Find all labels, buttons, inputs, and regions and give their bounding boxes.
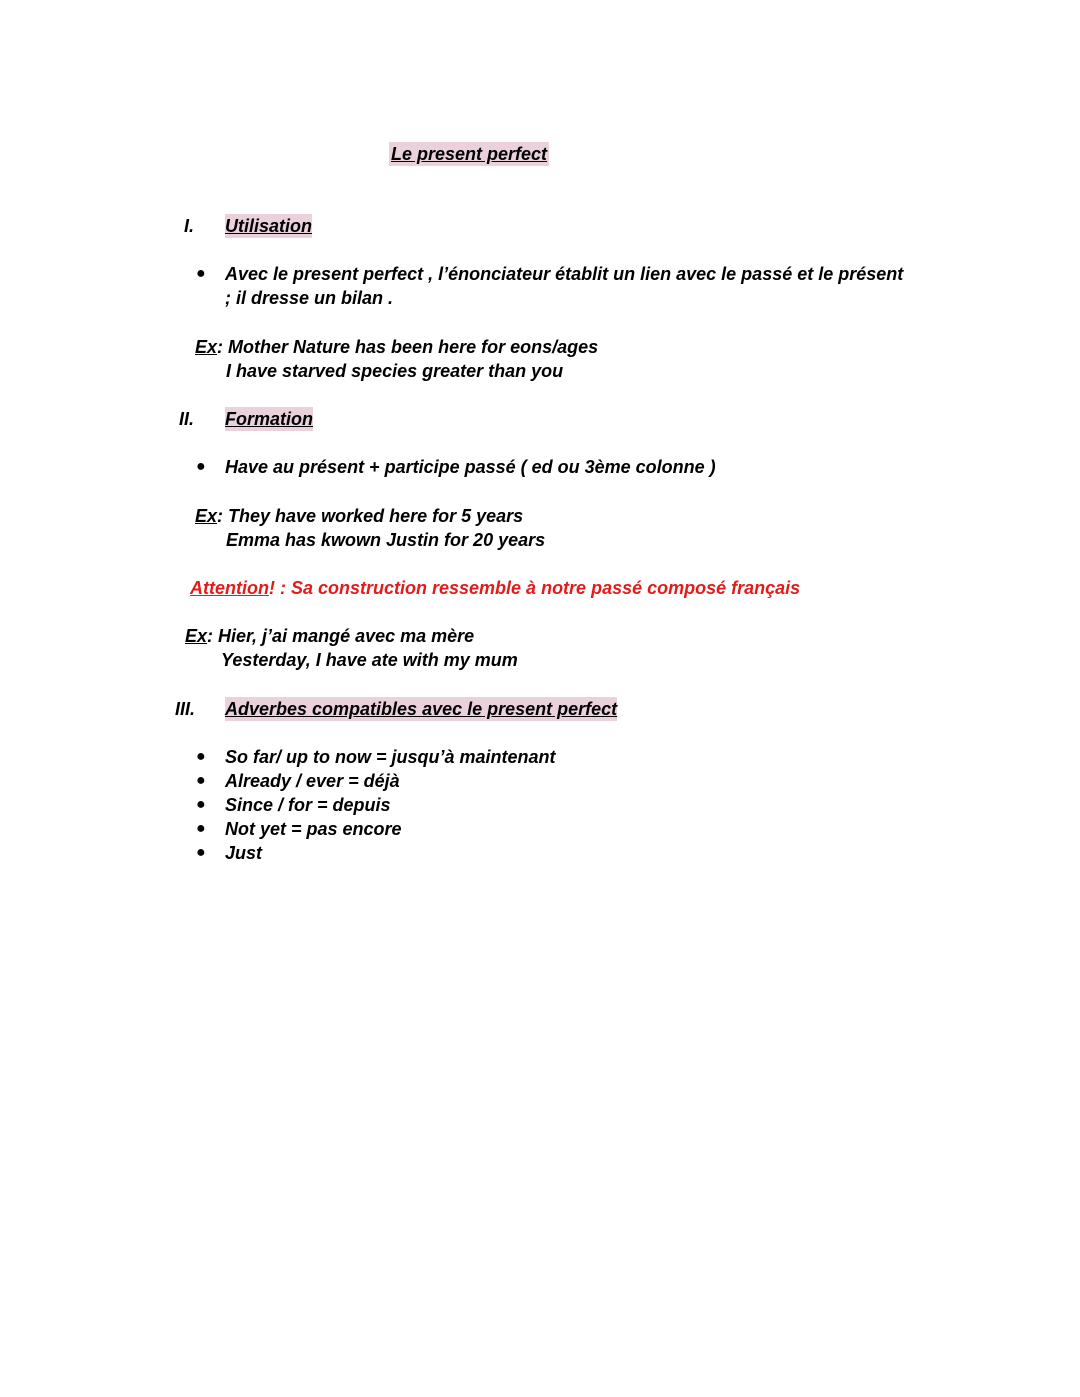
list-item: Not yet = pas encore xyxy=(225,819,402,839)
section-1-bullet-line-2: ; il dresse un bilan . xyxy=(225,288,394,308)
attention-text: ! : Sa construction ressemble à notre passé composé français xyxy=(268,578,801,598)
section-3-numeral: III. xyxy=(175,699,196,719)
section-2-example-2-line-2: Yesterday, I have ate with my mum xyxy=(221,650,518,670)
section-3-heading: Adverbes compatibles avec le present perfect xyxy=(225,699,618,719)
section-1-example xyxy=(195,335,598,359)
section-2-example xyxy=(195,504,523,528)
section-2-numeral: II. xyxy=(179,409,195,429)
example-line-1: : They have worked here for 5 years xyxy=(217,506,524,526)
bullet-icon: ● xyxy=(196,796,206,813)
list-item: Already / ever = déjà xyxy=(225,771,400,791)
section-1-heading: Utilisation xyxy=(225,216,313,236)
example-label: Ex xyxy=(195,506,218,526)
section-2-bullet: Have au présent + participe passé ( ed ou 3ème colonne ) xyxy=(225,457,716,477)
attention-label: Attention xyxy=(190,578,269,598)
example-line-1: : Mother Nature has been here for eons/ages xyxy=(217,337,599,357)
section-2-example-line-2: Emma has kwown Justin for 20 years xyxy=(226,530,546,550)
section-2-heading: Formation xyxy=(225,409,313,429)
section-2-example-2 xyxy=(185,624,474,648)
bullet-icon: ● xyxy=(196,748,206,765)
list-item: So far/ up to now = jusqu’à maintenant xyxy=(225,747,556,767)
bullet-icon: ● xyxy=(196,458,206,475)
list-item: Just xyxy=(225,843,263,863)
attention-note xyxy=(190,576,800,600)
section-1-numeral: I. xyxy=(184,216,195,236)
section-1-bullet-line-1: Avec le present perfect , l’énonciateur établit un lien avec le passé et le présent xyxy=(225,264,904,284)
example-label: Ex xyxy=(195,337,218,357)
bullet-icon: ● xyxy=(196,772,206,789)
list-item: Since / for = depuis xyxy=(225,795,391,815)
page-title: Le present perfect xyxy=(391,144,548,164)
example-line-1: : Hier, j’ai mangé avec ma mère xyxy=(207,626,475,646)
bullet-icon: ● xyxy=(196,844,206,861)
example-label: Ex xyxy=(185,626,208,646)
bullet-icon: ● xyxy=(196,820,206,837)
bullet-icon: ● xyxy=(196,265,206,282)
section-1-example-line-2: I have starved species greater than you xyxy=(226,361,564,381)
